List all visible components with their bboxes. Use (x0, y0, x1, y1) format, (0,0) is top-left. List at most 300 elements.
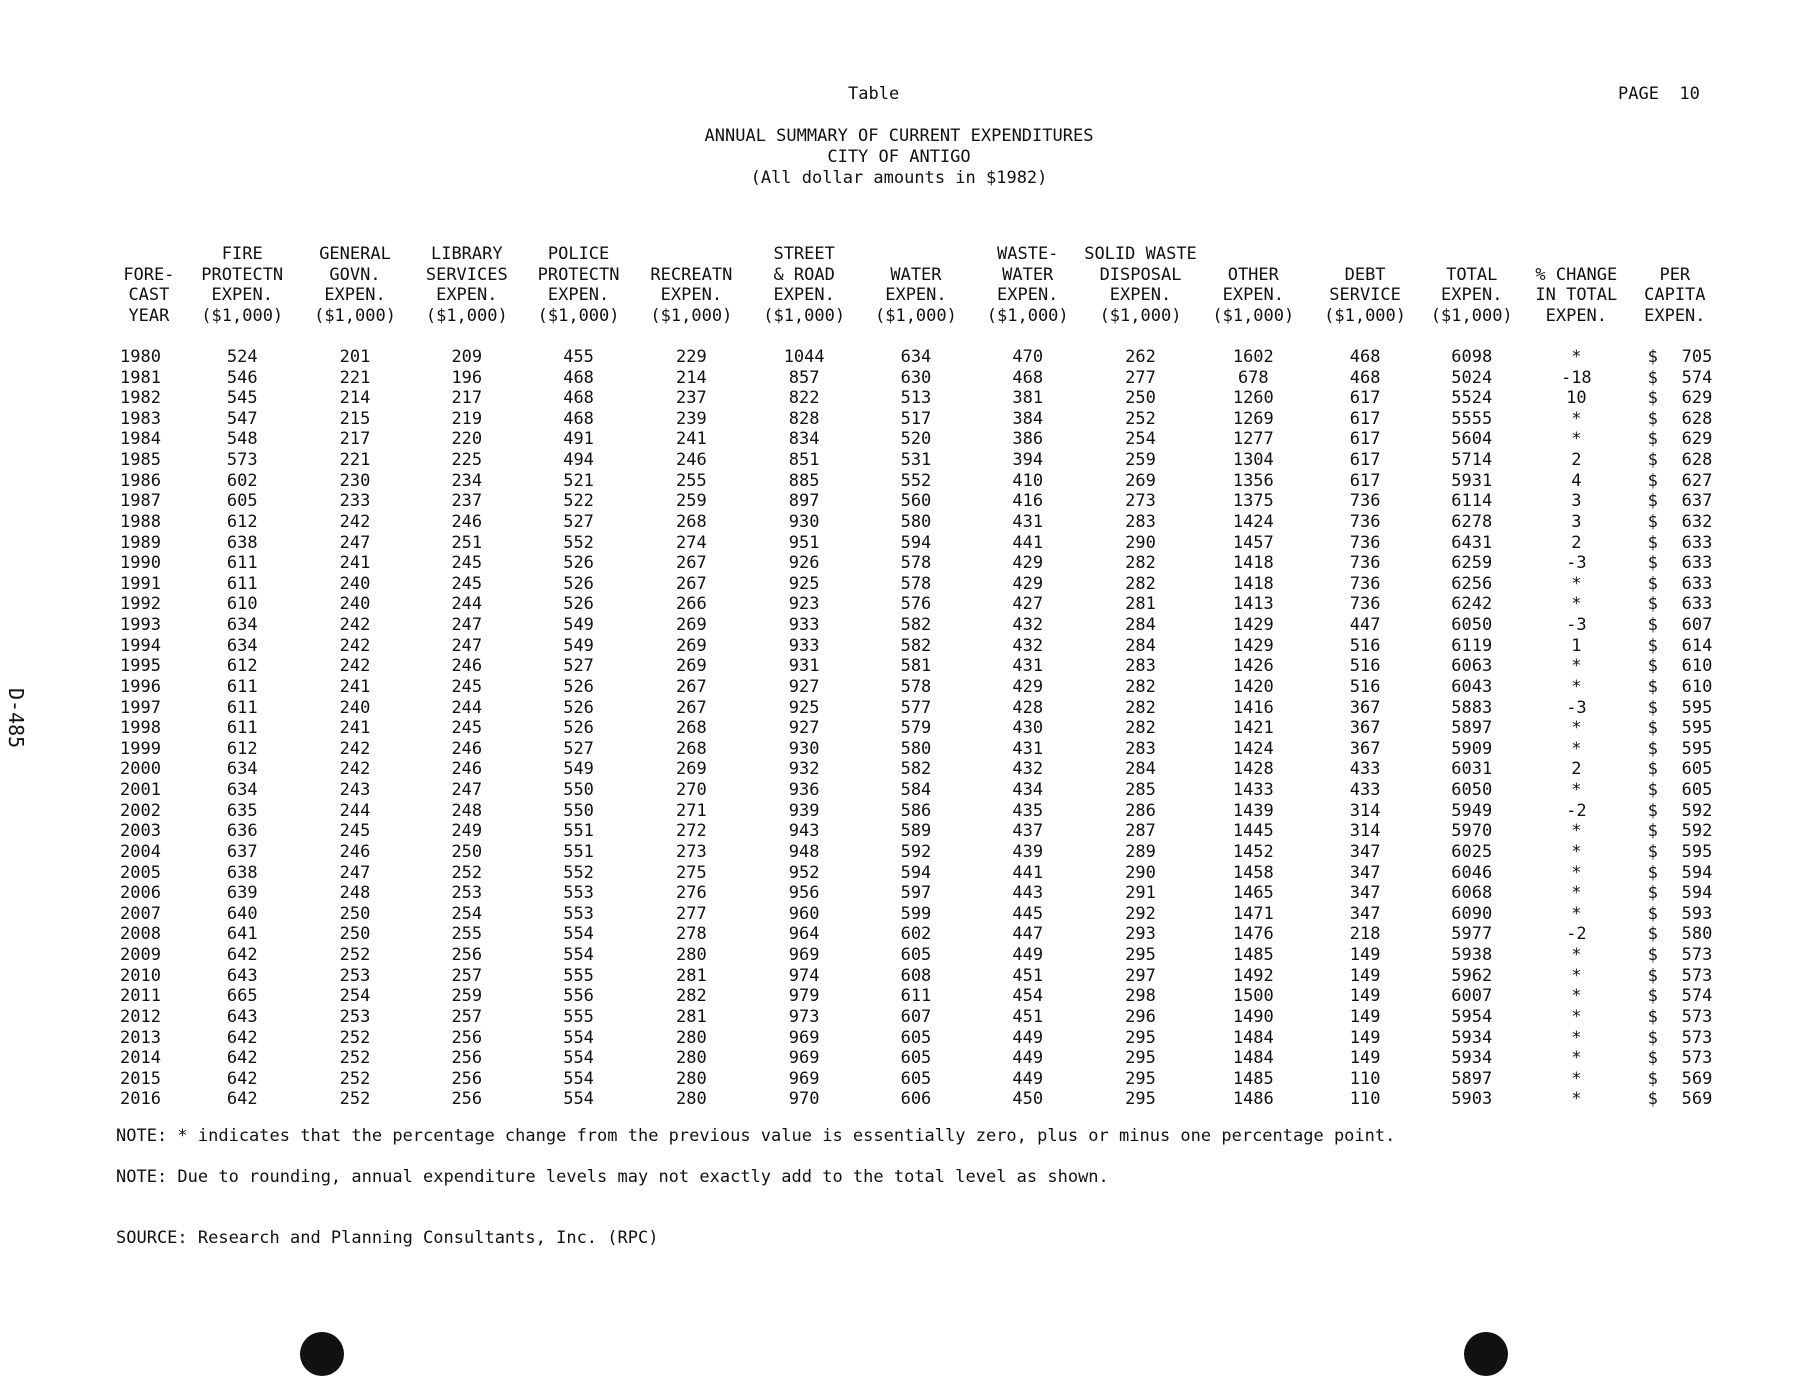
cell-recreation: 268 (676, 511, 707, 532)
cell-library: 256 (451, 1089, 483, 1110)
cell-total: 6098 (1451, 346, 1493, 367)
cell-per-capita (1630, 553, 1720, 574)
cell-year: 1994 (120, 635, 161, 656)
currency-symbol: $ (1647, 903, 1658, 924)
cell-library: 245 (451, 718, 483, 739)
cell-wastewater: 432 (1012, 615, 1044, 636)
cell-police: 555 (563, 965, 594, 986)
cell-solid-waste: 277 (1125, 367, 1156, 388)
cell-street: 969 (788, 945, 820, 966)
cell-per-capita (1630, 533, 1720, 554)
cell-street: 926 (788, 553, 820, 574)
cell-street: 979 (788, 986, 820, 1007)
table-row (112, 698, 1720, 719)
per-capita-value: 705 (1681, 346, 1713, 367)
cell-solid-waste: 250 (1125, 388, 1156, 409)
cell-wastewater: 381 (1012, 388, 1044, 409)
cell-per-capita (1630, 1048, 1720, 1069)
cell-police: 554 (563, 1068, 594, 1089)
cell-solid-waste: 295 (1125, 1048, 1156, 1069)
cell-total: 6050 (1451, 615, 1493, 636)
cell-other: 1269 (1232, 408, 1274, 429)
cell-wastewater: 427 (1012, 594, 1044, 615)
cell-year: 1992 (120, 594, 161, 615)
cell-general: 243 (339, 780, 371, 801)
cell-year: 1987 (120, 491, 161, 512)
cell-police: 468 (563, 388, 594, 409)
cell-pct-change: * (1571, 821, 1582, 842)
cell-pct-change: 3 (1571, 491, 1582, 512)
cell-street: 939 (788, 800, 820, 821)
cell-fire: 611 (226, 718, 258, 739)
cell-per-capita (1630, 574, 1720, 595)
cell-debt: 110 (1349, 1089, 1381, 1110)
cell-wastewater: 432 (1012, 635, 1044, 656)
cell-per-capita (1630, 677, 1720, 698)
cell-debt: 516 (1349, 635, 1381, 656)
per-capita-value: 595 (1681, 841, 1713, 862)
column-header-police: POLICE PROTECTN EXPEN. ($1,000) (537, 244, 620, 326)
cell-total: 5897 (1451, 718, 1493, 739)
cell-fire: 643 (226, 1006, 258, 1027)
cell-water: 520 (900, 429, 932, 450)
per-capita-value: 607 (1681, 615, 1713, 636)
cell-library: 257 (451, 965, 483, 986)
per-capita-value: 574 (1681, 367, 1713, 388)
cell-debt: 347 (1349, 883, 1381, 904)
cell-fire: 665 (226, 986, 258, 1007)
cell-total: 6278 (1451, 511, 1493, 532)
cell-general: 240 (339, 594, 371, 615)
cell-year: 2005 (120, 862, 161, 883)
cell-recreation: 281 (676, 1006, 707, 1027)
table-row (112, 1089, 1720, 1110)
cell-year: 2000 (120, 759, 161, 780)
cell-debt: 433 (1349, 759, 1381, 780)
column-header-debt: DEBT SERVICE ($1,000) (1324, 264, 1407, 326)
cell-total: 6043 (1451, 676, 1493, 697)
cell-debt: 367 (1349, 738, 1381, 759)
table-row (112, 883, 1720, 904)
cell-year: 1980 (120, 346, 161, 367)
cell-other: 1420 (1232, 676, 1274, 697)
cell-other: 1421 (1232, 718, 1274, 739)
cell-fire: 638 (226, 862, 258, 883)
cell-per-capita (1630, 966, 1720, 987)
currency-symbol: $ (1647, 986, 1658, 1007)
cell-other: 1260 (1232, 388, 1274, 409)
currency-symbol: $ (1647, 367, 1658, 388)
cell-solid-waste: 284 (1125, 759, 1156, 780)
cell-fire: 636 (226, 821, 258, 842)
cell-debt: 314 (1349, 821, 1381, 842)
cell-pct-change: 1 (1571, 635, 1582, 656)
cell-pct-change: 10 (1566, 388, 1587, 409)
cell-solid-waste: 281 (1125, 594, 1156, 615)
cell-pct-change: 3 (1571, 511, 1582, 532)
cell-general: 214 (339, 388, 371, 409)
cell-recreation: 255 (676, 470, 707, 491)
cell-library: 259 (451, 986, 483, 1007)
cell-wastewater: 451 (1012, 965, 1044, 986)
cell-total: 5555 (1451, 408, 1493, 429)
cell-pct-change: 2 (1571, 759, 1582, 780)
cell-pct-change: * (1571, 676, 1582, 697)
cell-solid-waste: 296 (1125, 1006, 1156, 1027)
cell-other: 1471 (1232, 903, 1274, 924)
table-row (112, 677, 1720, 698)
cell-library: 237 (451, 491, 483, 512)
cell-wastewater: 431 (1012, 511, 1044, 532)
cell-debt: 617 (1349, 388, 1381, 409)
cell-library: 256 (451, 1068, 483, 1089)
cell-fire: 545 (226, 388, 258, 409)
cell-water: 634 (900, 346, 932, 367)
cell-total: 5883 (1451, 697, 1493, 718)
currency-symbol: $ (1647, 841, 1658, 862)
per-capita-value: 614 (1681, 635, 1713, 656)
cell-water: 576 (900, 594, 932, 615)
table-row (112, 863, 1720, 884)
cell-fire: 638 (226, 532, 258, 553)
cell-year: 2012 (120, 1006, 161, 1027)
cell-solid-waste: 282 (1125, 718, 1156, 739)
currency-symbol: $ (1647, 1027, 1658, 1048)
cell-pct-change: * (1571, 862, 1582, 883)
cell-water: 597 (900, 883, 932, 904)
cell-debt: 347 (1349, 862, 1381, 883)
column-header-general: GENERAL GOVN. EXPEN. ($1,000) (314, 244, 396, 326)
binder-hole-left (300, 1332, 344, 1376)
currency-symbol: $ (1647, 697, 1658, 718)
cell-debt: 314 (1349, 800, 1381, 821)
cell-fire: 611 (226, 573, 258, 594)
currency-symbol: $ (1647, 1089, 1658, 1110)
cell-general: 246 (339, 841, 371, 862)
cell-water: 586 (900, 800, 932, 821)
cell-recreation: 274 (676, 532, 707, 553)
cell-recreation: 270 (676, 780, 707, 801)
cell-police: 552 (563, 862, 594, 883)
cell-general: 241 (339, 676, 371, 697)
cell-police: 526 (563, 573, 594, 594)
cell-debt: 367 (1349, 697, 1381, 718)
cell-library: 246 (451, 759, 483, 780)
currency-symbol: $ (1647, 388, 1658, 409)
cell-general: 242 (339, 656, 371, 677)
cell-fire: 610 (226, 594, 258, 615)
cell-police: 553 (563, 903, 594, 924)
per-capita-value: 605 (1681, 759, 1713, 780)
per-capita-value: 629 (1681, 429, 1713, 450)
cell-fire: 634 (226, 615, 258, 636)
cell-library: 245 (451, 676, 483, 697)
column-header-wastewater: WASTE- WATER EXPEN. ($1,000) (986, 244, 1069, 326)
cell-other: 1486 (1232, 1089, 1274, 1110)
currency-symbol: $ (1647, 429, 1658, 450)
cell-recreation: 267 (676, 676, 707, 697)
cell-debt: 149 (1349, 1027, 1381, 1048)
per-capita-value: 628 (1681, 450, 1713, 471)
cell-wastewater: 434 (1012, 780, 1044, 801)
currency-symbol: $ (1647, 553, 1658, 574)
cell-library: 247 (451, 635, 483, 656)
cell-street: 857 (788, 367, 820, 388)
cell-pct-change: -18 (1560, 367, 1592, 388)
cell-solid-waste: 285 (1125, 780, 1156, 801)
cell-recreation: 280 (676, 1089, 707, 1110)
cell-police: 555 (563, 1006, 594, 1027)
per-capita-value: 593 (1681, 903, 1713, 924)
table-label: Table (848, 84, 900, 104)
side-page-label: D-485 (4, 688, 28, 749)
cell-fire: 642 (226, 1089, 258, 1110)
per-capita-value: 594 (1681, 883, 1713, 904)
cell-fire: 612 (226, 656, 258, 677)
cell-water: 579 (900, 718, 932, 739)
table-row (112, 842, 1720, 863)
currency-symbol: $ (1647, 676, 1658, 697)
cell-police: 553 (563, 883, 594, 904)
cell-water: 611 (900, 986, 932, 1007)
per-capita-value: 633 (1681, 594, 1713, 615)
cell-pct-change: * (1571, 346, 1582, 367)
cell-fire: 611 (226, 553, 258, 574)
cell-debt: 110 (1349, 1068, 1381, 1089)
per-capita-value: 637 (1681, 491, 1713, 512)
cell-solid-waste: 295 (1125, 1089, 1156, 1110)
cell-general: 241 (339, 718, 371, 739)
cell-per-capita (1630, 491, 1720, 512)
cell-year: 2006 (120, 883, 161, 904)
cell-library: 209 (451, 346, 483, 367)
cell-year: 1995 (120, 656, 161, 677)
cell-solid-waste: 282 (1125, 676, 1156, 697)
cell-wastewater: 435 (1012, 800, 1044, 821)
column-header-per-capita: PER CAPITA EXPEN. (1644, 264, 1706, 326)
cell-solid-waste: 297 (1125, 965, 1156, 986)
cell-year: 1999 (120, 738, 161, 759)
per-capita-value: 595 (1681, 738, 1713, 759)
cell-total: 6025 (1451, 841, 1493, 862)
cell-street: 925 (788, 697, 820, 718)
cell-year: 2001 (120, 780, 161, 801)
cell-year: 1990 (120, 553, 161, 574)
cell-general: 233 (339, 491, 371, 512)
cell-per-capita (1630, 1028, 1720, 1049)
cell-police: 527 (563, 738, 594, 759)
cell-per-capita (1630, 904, 1720, 925)
cell-police: 494 (563, 450, 594, 471)
cell-recreation: 269 (676, 615, 707, 636)
cell-recreation: 266 (676, 594, 707, 615)
cell-police: 526 (563, 676, 594, 697)
cell-year: 1989 (120, 532, 161, 553)
cell-year: 1998 (120, 718, 161, 739)
cell-water: 582 (900, 759, 932, 780)
cell-per-capita (1630, 759, 1720, 780)
cell-per-capita (1630, 471, 1720, 492)
cell-other: 1485 (1232, 1068, 1274, 1089)
table-row (112, 656, 1720, 677)
cell-general: 242 (339, 759, 371, 780)
cell-recreation: 241 (676, 429, 707, 450)
cell-per-capita (1630, 1089, 1720, 1110)
cell-total: 5977 (1451, 924, 1493, 945)
cell-general: 252 (339, 1089, 371, 1110)
cell-debt: 367 (1349, 718, 1381, 739)
table-row (112, 512, 1720, 533)
cell-water: 607 (900, 1006, 932, 1027)
cell-other: 1277 (1232, 429, 1274, 450)
table-row (112, 780, 1720, 801)
cell-debt: 468 (1349, 367, 1381, 388)
cell-pct-change: -2 (1566, 800, 1587, 821)
cell-wastewater: 443 (1012, 883, 1044, 904)
cell-solid-waste: 284 (1125, 615, 1156, 636)
cell-street: 925 (788, 573, 820, 594)
cell-year: 2016 (120, 1089, 161, 1110)
cell-pct-change: -3 (1566, 615, 1587, 636)
table-row (112, 388, 1720, 409)
cell-library: 249 (451, 821, 483, 842)
table-row (112, 1007, 1720, 1028)
currency-symbol: $ (1647, 862, 1658, 883)
table-row (112, 594, 1720, 615)
cell-debt: 736 (1349, 594, 1381, 615)
cell-water: 580 (900, 738, 932, 759)
cell-solid-waste: 283 (1125, 511, 1156, 532)
per-capita-value: 573 (1681, 1006, 1713, 1027)
cell-total: 6259 (1451, 553, 1493, 574)
cell-other: 1424 (1232, 511, 1274, 532)
cell-total: 6050 (1451, 780, 1493, 801)
cell-general: 215 (339, 408, 371, 429)
cell-per-capita (1630, 409, 1720, 430)
cell-recreation: 229 (676, 346, 707, 367)
cell-water: 605 (900, 945, 932, 966)
cell-debt: 736 (1349, 573, 1381, 594)
cell-solid-waste: 262 (1125, 346, 1156, 367)
cell-other: 1485 (1232, 945, 1274, 966)
cell-other: 1416 (1232, 697, 1274, 718)
table-row (112, 718, 1720, 739)
cell-street: 960 (788, 903, 820, 924)
currency-symbol: $ (1647, 800, 1658, 821)
cell-police: 522 (563, 491, 594, 512)
cell-pct-change: * (1571, 408, 1582, 429)
per-capita-value: 610 (1681, 676, 1713, 697)
cell-solid-waste: 295 (1125, 1068, 1156, 1089)
cell-general: 253 (339, 1006, 371, 1027)
table-row (112, 409, 1720, 430)
cell-general: 240 (339, 573, 371, 594)
cell-general: 242 (339, 738, 371, 759)
cell-pct-change: -2 (1566, 924, 1587, 945)
cell-per-capita (1630, 842, 1720, 863)
cell-general: 217 (339, 429, 371, 450)
cell-general: 252 (339, 1027, 371, 1048)
cell-debt: 347 (1349, 841, 1381, 862)
cell-pct-change: * (1571, 594, 1582, 615)
cell-police: 549 (563, 759, 594, 780)
cell-pct-change: * (1571, 780, 1582, 801)
cell-street: 969 (788, 1048, 820, 1069)
cell-police: 556 (563, 986, 594, 1007)
cell-wastewater: 410 (1012, 470, 1044, 491)
table-row (112, 945, 1720, 966)
cell-police: 551 (563, 841, 594, 862)
per-capita-value: 592 (1681, 800, 1713, 821)
cell-fire: 611 (226, 697, 258, 718)
cell-year: 1996 (120, 676, 161, 697)
table-row (112, 1069, 1720, 1090)
cell-solid-waste: 259 (1125, 450, 1156, 471)
cell-recreation: 276 (676, 883, 707, 904)
cell-library: 251 (451, 532, 483, 553)
page-number: PAGE 10 (1618, 84, 1700, 104)
cell-debt: 736 (1349, 553, 1381, 574)
cell-water: 552 (900, 470, 932, 491)
cell-recreation: 268 (676, 738, 707, 759)
cell-wastewater: 445 (1012, 903, 1044, 924)
cell-pct-change: * (1571, 718, 1582, 739)
table-row (112, 924, 1720, 945)
cell-solid-waste: 298 (1125, 986, 1156, 1007)
cell-street: 851 (788, 450, 820, 471)
cell-year: 2002 (120, 800, 161, 821)
cell-per-capita (1630, 883, 1720, 904)
table-row (112, 450, 1720, 471)
cell-total: 5903 (1451, 1089, 1493, 1110)
cell-wastewater: 430 (1012, 718, 1044, 739)
cell-recreation: 267 (676, 553, 707, 574)
table-row (112, 615, 1720, 636)
cell-water: 578 (900, 573, 932, 594)
cell-police: 551 (563, 821, 594, 842)
cell-police: 526 (563, 718, 594, 739)
currency-symbol: $ (1647, 511, 1658, 532)
cell-street: 828 (788, 408, 820, 429)
report-units: (All dollar amounts in $1982) (750, 168, 1048, 188)
cell-wastewater: 429 (1012, 573, 1044, 594)
cell-solid-waste: 282 (1125, 573, 1156, 594)
cell-per-capita (1630, 656, 1720, 677)
cell-wastewater: 451 (1012, 1006, 1044, 1027)
cell-solid-waste: 293 (1125, 924, 1156, 945)
cell-per-capita (1630, 615, 1720, 636)
cell-recreation: 271 (676, 800, 707, 821)
cell-other: 1439 (1232, 800, 1274, 821)
cell-wastewater: 394 (1012, 450, 1044, 471)
cell-library: 252 (451, 862, 483, 883)
cell-solid-waste: 252 (1125, 408, 1156, 429)
cell-debt: 516 (1349, 676, 1381, 697)
column-header-year: FORE- CAST YEAR (123, 264, 175, 326)
cell-other: 1356 (1232, 470, 1274, 491)
column-header-library: LIBRARY SERVICES EXPEN. ($1,000) (425, 244, 508, 326)
cell-street: 930 (788, 738, 820, 759)
cell-pct-change: -3 (1566, 553, 1587, 574)
cell-total: 6007 (1451, 986, 1493, 1007)
cell-police: 468 (563, 367, 594, 388)
cell-other: 1424 (1232, 738, 1274, 759)
cell-recreation: 267 (676, 697, 707, 718)
cell-street: 923 (788, 594, 820, 615)
cell-general: 248 (339, 883, 371, 904)
cell-fire: 612 (226, 511, 258, 532)
cell-fire: 642 (226, 945, 258, 966)
